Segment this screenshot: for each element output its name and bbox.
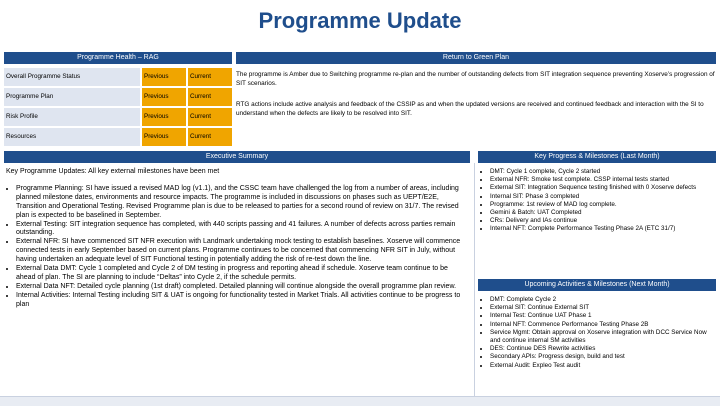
rtg-paragraph-1: The programme is Amber due to Switching programme re-plan and the number of outstanding defects from SIT integration sequence preventing Xoserve’s progression of SIT scenarios. — [236, 71, 715, 87]
rag-previous-status: Previous — [142, 108, 186, 126]
progress-item: • External NFR: Smoke test complete. CSSP internal tests started — [490, 176, 716, 184]
exec-summary-item: • External Data DMT: Cycle 1 completed and Cycle 2 of DM testing in progress and reporting ahead if schedule. Xoserve team continue to be ahead of plan. The SI are planning to include “Deltas” into Cycle 2, if the schedule permits. — [16, 265, 468, 283]
upcoming-item: • External SIT: Continue External SIT — [490, 304, 716, 312]
rag-current-status: Current — [188, 68, 232, 86]
rag-previous-status: Previous — [142, 88, 186, 106]
progress-item: • Internal SIT: Phase 3 completed — [490, 193, 716, 201]
exec-summary-item: • External NFR: SI have commenced SIT NFR execution with Landmark undertaking mock testing to establish baselines. Xoserve will commence connected tests in early September based on current plans. Programme continues to be concerned that commencing NFR SIT in July, without having undertaken an adequate level of SIT Functional testing in potentially adding the risk of re-test down the line. — [16, 238, 468, 265]
rag-label: Resources — [4, 128, 140, 146]
rtg-paragraph-2: RTG actions include active analysis and feedback of the CSSIP as and when the updated versions are received and continued feedback and interaction with the SI to understand when the defects are likely to be resolved into SIT. — [236, 101, 704, 117]
upcoming-list — [480, 296, 716, 370]
progress-item: • Programme: 1st review of MAD log complete. — [490, 201, 716, 209]
exec-summary-item: • External Data NFT: Detailed cycle planning (1st draft) completed. Detailed planning will continue alongside the overall programme plan review. — [16, 283, 468, 292]
upcoming-item: • External Audit: Expleo Test audit — [490, 362, 716, 370]
upcoming-item: • Secondary APIs: Progress design, build and test — [490, 353, 716, 361]
exec-summary-item: • Programme Planning: SI have issued a revised MAD log (v1.1), and the CSSC team have challenged the log from a number of areas, including planned milestone dates, environments and resource impacts. The programme is included in discussions on phases such as UEPT/E2E, Transition and Operational Testing. Revised Programme plan is due to be released to parties for a second round of review on 31/7. The revised plan is expected to be baselined in September. — [16, 185, 468, 221]
upcoming-header: Upcoming Activities & Milestones (Next Month) — [478, 279, 716, 291]
upcoming-item: • Internal Test: Continue UAT Phase 1 — [490, 312, 716, 320]
rag-previous-status: Previous — [142, 128, 186, 146]
page-title: Programme Update — [258, 8, 462, 33]
progress-item: • DMT: Cycle 1 complete, Cycle 2 started — [490, 168, 716, 176]
upcoming-body — [480, 296, 716, 370]
progress-item: • External SIT: Integration Sequence testing finished with 0 Xoserve defects — [490, 184, 716, 192]
exec-summary-header: Executive Summary — [4, 151, 470, 163]
upcoming-item: • Service Mgmt: Obtain approval on Xoserve integration with DCC Service Now and continue internal SM activities — [490, 329, 716, 345]
rag-label: Overall Programme Status — [4, 68, 140, 86]
rag-current-status: Current — [188, 108, 232, 126]
upcoming-item: • Internal NFT: Commence Performance Testing Phase 2B — [490, 321, 716, 329]
rag-row — [4, 88, 232, 106]
exec-summary-item: • Internal Activities: Internal Testing including SIT & UAT is ongoing for functionality tested in Market Trials. All activities continue to be progress to plan — [16, 292, 468, 310]
upcoming-item: • DES: Continue DES Rewrite activities — [490, 345, 716, 353]
progress-item: • CRs: Delivery and IAs continue — [490, 217, 716, 225]
upcoming-item: • DMT: Complete Cycle 2 — [490, 296, 716, 304]
progress-header: Key Progress & Milestones (Last Month) — [478, 151, 716, 163]
rtg-header: Return to Green Plan — [236, 52, 716, 64]
exec-summary-body — [6, 168, 468, 310]
rag-previous-status: Previous — [142, 68, 186, 86]
rag-label: Programme Plan — [4, 88, 140, 106]
progress-item: • Internal NFT: Complete Performance Testing Phase 2A (ETC 31/7) — [490, 225, 716, 233]
rag-row — [4, 108, 232, 126]
progress-item: • Gemini & Batch: UAT Completed — [490, 209, 716, 217]
rag-label: Risk Profile — [4, 108, 140, 126]
column-divider — [474, 163, 475, 397]
exec-summary-lead: Key Programme Updates: All key external milestones have been met — [6, 168, 220, 175]
rag-row — [4, 128, 232, 146]
rag-row — [4, 68, 232, 86]
exec-summary-list — [6, 185, 468, 310]
rag-header: Programme Health – RAG — [4, 52, 232, 64]
exec-summary-item: • External Testing: SIT integration sequence has completed, with 440 scripts passing and 41 failures. A number of defects across parties remain outstanding. — [16, 221, 468, 239]
rag-current-status: Current — [188, 128, 232, 146]
progress-body — [480, 168, 716, 234]
progress-list — [480, 168, 716, 234]
rag-current-status: Current — [188, 88, 232, 106]
